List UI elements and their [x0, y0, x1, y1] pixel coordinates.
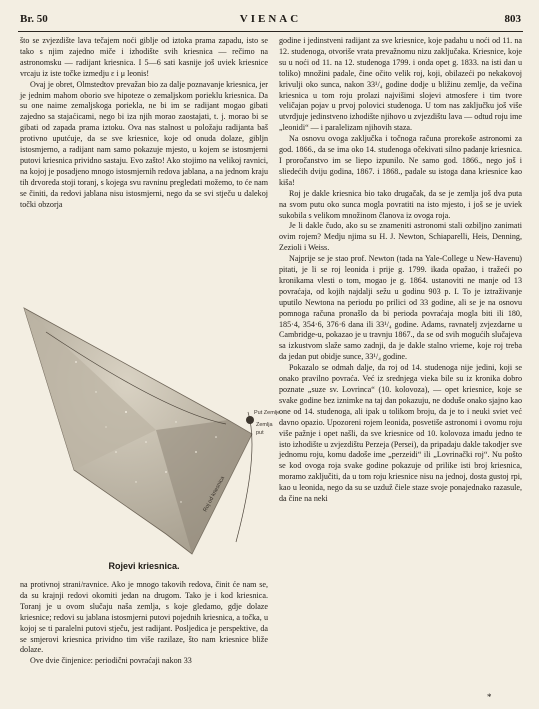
paragraph: Ovaj je obret, Olmstedtov prevažan bio za dalje poznavanje kriesnica, jer je jednim mahom oborio sve hipoteze o zemaljskom porieklu kriesnica. Da su one naime zemaljskoga poriekla, ne bi im se radijant mogao gibati zajedno sa stajaćicami, nego bi iza njih morao zaostajati, t. j. morao bi se gibati od zapada prama iztoku. Ova nas stalnost u položaju radijanta baš protivno uputćuje, da se sve kriesnice, koje od onuda dolaze, gibljn istosmjerno, a radijant nam samo pokazuje mjesto, u kojem se istosmjerni putovi kriesnica prividno sastaju. Evo zašto! Ako stojimo na velikoj ravnici, na kojoj je posadjeno mnogo istosmjernih redova jablana, a na jednom kraju tih drvoreda stoji toranj, s kojega svu ravninu pregledati možemo, to će nam se činiti, da redovi jablana nisu istosmjerni, nego da se svi stječu u dalekoj točki obzorja [20, 79, 268, 209]
issue-number: Br. 50 [20, 13, 48, 25]
label-earth: Zemlja [256, 422, 273, 428]
paragraph: Na osnovu ovoga zaključka i točnoga računa prorekoše astronomi za god. 1866., da se ima oko 14. studenoga očekivati silno padanje kriesnica. I proročanstvo im se liepo izpunilo. Ne samo god. 1866., nego još i sliedećih dviju godina, 1867. i 1868., padale su istoga dana kriesnice kao kiša! [279, 134, 522, 187]
left-column-bottom [20, 580, 268, 705]
paragraph: što se zvjezdište lava tečajem noći giblje od iztoka prama zapadu, isto se tako s njim zajedno miče i izhodište svih kriesnica — rečimo na astronomsku — radijant kriesnica. I 5—6 sati kasnije još uviek kriesnice vrcaju iz iste točke izmedju ε i μ leonis! [20, 36, 268, 78]
paragraph: godine i jedinstveni radijant za sve kriesnice, koje padahu u noći od 11. na 12. studenoga, otvoriše vrata prevažnomu nizu zaključaka. Kriesnice, koje su u noći od 11. na 12. studenoga 1799. i onda opet g. 1833. na isti dan u toliko) množini padale, čine očito velik roj, koji, obilazeći po nekakovoj krivulji oko sunca, nakon 33¹/₄ godine dodje u bližinu zemlje, da večina kriesnica u tom roju prolazi najvišimi slojevi atmosfere i tim tvore veličajan pojav u prvoj polovici studenoga. U tom nas zaključku još više utvrdjuje jedinstveno izhodište njihovo u zvjezdištu lava — odtud roju ime „leonidi“ — i paralelizam njihovih staza. [279, 36, 522, 133]
label-moon-orbit: Put Zemlje [254, 410, 281, 416]
paragraph: Ove dvie činjenice: periodični povraćaji nakon 33 [30, 656, 192, 666]
label-swarm: Roj od kriesnica [202, 475, 227, 513]
paragraph: Je li dakle čudo, ako su se znameniti astronomi stali ozbiljno zanimati ovim rojem? Medju njima su H. J. Newton, Schiaparelli, Heis, Denning, Zezioli i Weiss. [279, 221, 522, 253]
page-header [20, 13, 521, 29]
paragraph: na protivnoj strani/ravnice. Ako je mnogo takovih redova, činit će nam se, da su krajnji redovi okomiti jedan na drugom. Tako je i kod kriesnica. Toranj je u ovom slučaju naša zemlja, s koje gledamo, gdje dolaze kriesnice; redovi su jablana istosmjerni putovi pojednih kriesnica, a točka, u kojoj se ti paralelni putovi stječu, jest radijant. Posljedica je perspektive, da se smjerovi kriesnica prividno tim više razilaze, što nam kriesnice bliže dolaze. [20, 580, 268, 655]
label-path: put [256, 430, 264, 436]
left-column-top [20, 36, 268, 300]
paragraph: Pokazalo se odmah dalje, da roj od 14. studenoga nije jedini, koji se onako pravilno povraća. Već iz srednjega vieka bile su iz kronika dobro poznate „suze sv. Lovrinca“ (10. kolovoza), — opet kriesnice, koje se svake godine bez iznimke na taj dan pokazuju, ne doduše onako sjajno kao one od 14. studenoga, ali ipak u tolikom broju, da je to i neuki sviet već davno opazio. Upozoreni rojem leonida, posvetiše astronomi i ovomu roju više pažnje i opet našli, da sve kriesnice od 10. kolovoza imadu jedno te isto izhodište u zvjezdištu Perzeja (Persei), da pripadaju dakle takodjer sve jednomu roju, komu dadoše ime „perzeidi“ ili „Lovrinački roj“. Nu pošto se kod ovoga roja svake godine pokazuje od prilike isti broj kriesnica, moramo zaključiti, da u tom roju kriesnice nisu na jednoj, dosta gustoj rpi, kao u leonida, nego da su se uzduž čiele staze svoje ponajednako razasule, da čine na neki [279, 363, 522, 504]
right-column [279, 36, 522, 706]
journal-title: VIENAC [239, 13, 302, 25]
header-rule [18, 31, 523, 32]
page-number: 803 [504, 13, 521, 25]
paragraph: Najprije se je stao prof. Newton (tada na Yale-College u New-Havenu) pitati, je li se roj leonida i prije g. 1799. ikada opažao, i tražeći po kronikama vlesti o tom, mogao je g. 1864. ustanoviti ne manje od 13 povraćaja, od kojih najdalji sežu u godinu 903 p. I. To je iztraživanje uputilo Newtona na periodu po prilici od 33 godine, ali se je na osnovu pomnoga računa pronašlo da bi perioda povraćaja mogla biti ili 180, 185·4, 354·6, 376·6 dana ili 33¹/₄ godine. Adams, ravnatelj zvjezdarne u Cambridge-u, pokazao je u travnju 1867., da se od svih mogućih slučajeva sa izkustvom slaže samo zadnji, da je dakle stalno vrieme, koje roj treba da jedan put obidje sunce, 33¹/₄ godine. [279, 254, 522, 362]
meteor-swarm-illustration [16, 302, 281, 558]
meteor-swarm-figure [16, 302, 281, 558]
earth-icon [246, 416, 254, 424]
paragraph: Roj je dakle kriesnica bio tako drugačak, da se je zemlja još dva puta na svom putu oko sunca mogla povratiti na isto mjesto, i još se je uviek sukobila s velikom množinom članova iz ovoga roja. [279, 188, 522, 220]
figure-caption: Rojevi kriesnica. [108, 561, 180, 571]
footer-mark: * [487, 692, 492, 702]
